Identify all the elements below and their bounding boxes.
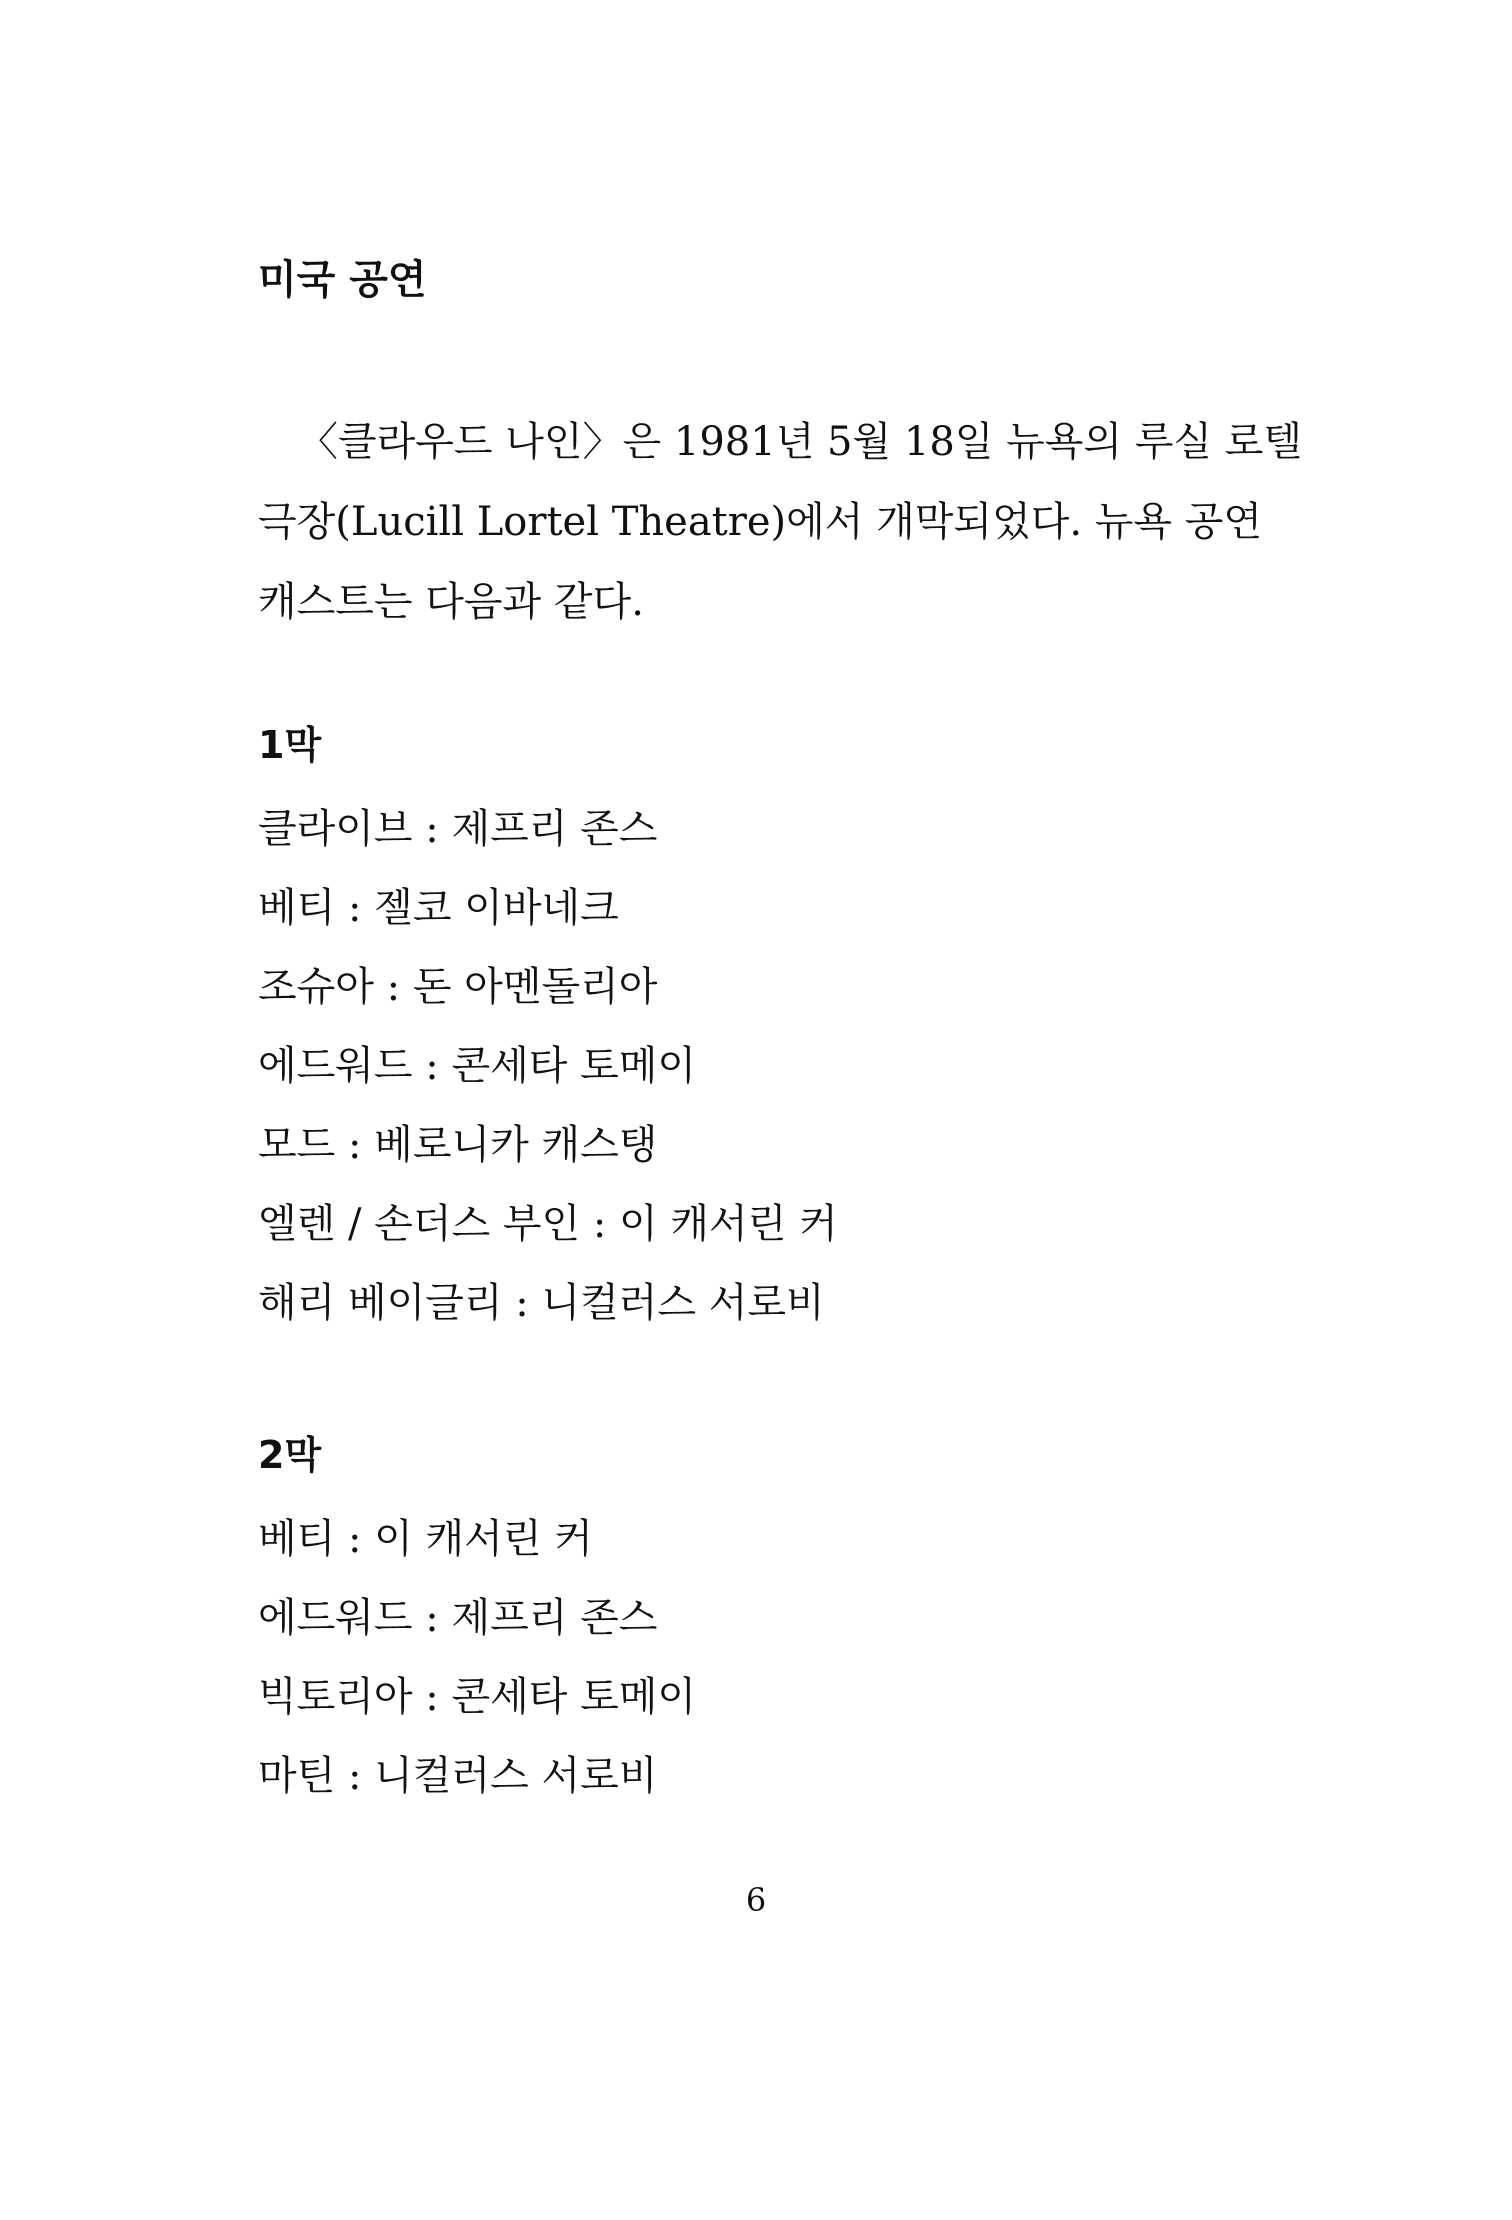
act-2-title: 2막	[258, 1433, 322, 1477]
cast-entry: 조슈아 : 돈 아멘돌리아	[258, 964, 658, 1010]
act-1-title: 1막	[258, 723, 322, 767]
cast-entry: 해리 베이글리 : 니컬러스 서로비	[258, 1280, 825, 1326]
intro-line: 캐스트는 다음과 같다.	[258, 579, 644, 625]
act-1-cast-list	[258, 790, 1258, 1343]
cast-entry: 클라이브 : 제프리 존스	[258, 806, 658, 852]
section-heading: 미국 공연	[258, 257, 427, 303]
cast-entry: 모드 : 베로니카 캐스탱	[258, 1122, 658, 1168]
cast-entry: 빅토리아 : 콘세타 토메이	[258, 1674, 697, 1720]
act-1-section	[258, 710, 1258, 1343]
intro-line: 〈클라우드 나인〉은 1981년 5월 18일 뉴욕의 루실 로텔	[298, 419, 1303, 465]
cast-entry: 마틴 : 니컬러스 서로비	[258, 1753, 658, 1799]
cast-entry: 에드워드 : 제프리 존스	[258, 1595, 658, 1641]
cast-entry: 베티 : 이 캐서린 커	[258, 1516, 593, 1562]
act-2-cast-list	[258, 1500, 1258, 1816]
page-number: 6	[745, 1881, 767, 1919]
intro-paragraph	[258, 402, 1303, 642]
intro-line: 극장(Lucill Lortel Theatre)에서 개막되었다. 뉴욕 공연	[258, 499, 1263, 545]
cast-entry: 에드워드 : 콘세타 토메이	[258, 1043, 697, 1089]
cast-entry: 엘렌 / 손더스 부인 : 이 캐서린 커	[258, 1201, 838, 1247]
cast-entry: 베티 : 젤코 이바네크	[258, 885, 619, 931]
act-2-section	[258, 1420, 1258, 1816]
